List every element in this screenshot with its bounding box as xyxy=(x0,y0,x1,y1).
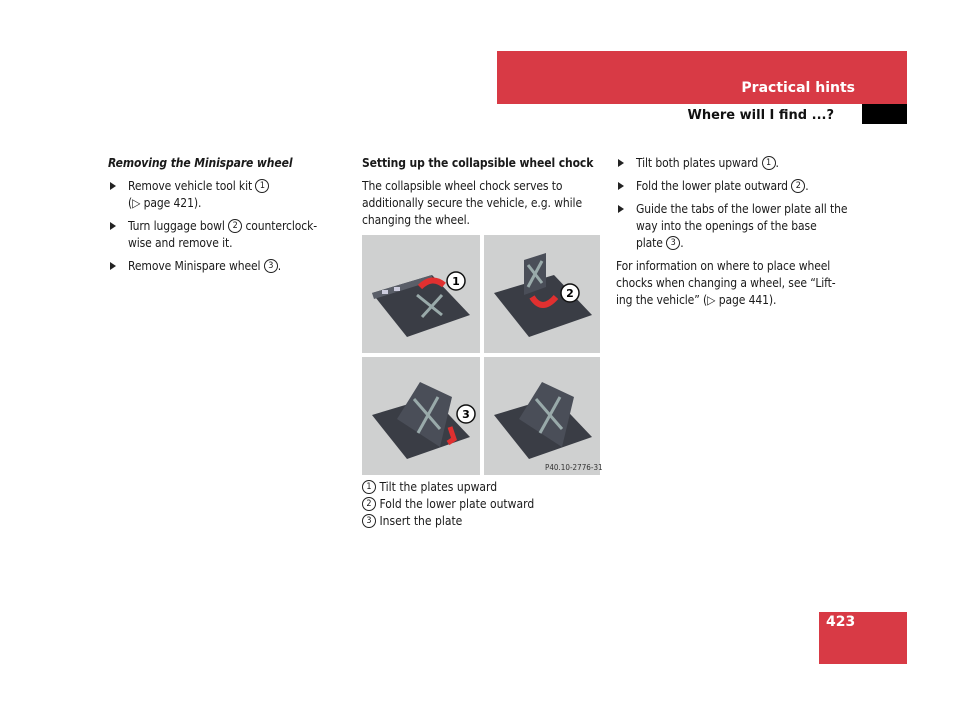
list-item xyxy=(108,218,338,252)
info-line: chocks when changing a wheel, see “Lift- xyxy=(616,276,836,290)
svg-text:1: 1 xyxy=(452,275,460,288)
body-paragraph xyxy=(362,178,602,229)
column-1 xyxy=(108,155,338,275)
figure-code: P40.10-2776-31 xyxy=(545,463,603,472)
legend-item xyxy=(362,496,534,513)
callout-number: 2 xyxy=(362,497,376,511)
bullet-text: . xyxy=(805,179,809,193)
bullet-text: counterclock- xyxy=(242,219,318,233)
legend-text: Tilt the plates upward xyxy=(379,480,498,494)
bullet-text: plate xyxy=(636,236,667,250)
header-red-bar xyxy=(497,51,907,104)
section-title: Practical hints xyxy=(741,80,855,96)
legend-item xyxy=(362,479,534,496)
figure-step-3 xyxy=(362,357,480,475)
page-reference: ing the vehicle” (▷ page 441). xyxy=(616,293,777,307)
page-reference: (▷ page 421). xyxy=(128,196,202,210)
figure-legend xyxy=(362,479,534,530)
legend-text: Insert the plate xyxy=(379,514,463,528)
heading-removing-minispare: Removing the Minispare wheel xyxy=(108,156,293,170)
list-item xyxy=(616,178,861,195)
callout-number: 1 xyxy=(255,179,269,193)
list-item xyxy=(108,258,338,275)
callout-number: 1 xyxy=(362,480,376,494)
svg-text:3: 3 xyxy=(462,408,470,421)
svg-text:2: 2 xyxy=(566,287,574,300)
bullet-text: . xyxy=(680,236,684,250)
bullet-text: Tilt both plates upward xyxy=(636,156,762,170)
callout-number: 1 xyxy=(762,156,776,170)
list-item xyxy=(108,178,338,212)
legend-item xyxy=(362,513,534,530)
figure-step-2 xyxy=(484,235,600,353)
info-paragraph xyxy=(616,258,861,309)
list-item xyxy=(616,155,861,172)
figure-step-4 xyxy=(484,357,600,475)
page-number: 423 xyxy=(826,614,856,630)
bullet-text: Fold the lower plate outward xyxy=(636,179,792,193)
bullet-text: Remove Minispare wheel xyxy=(128,259,264,273)
bullet-text: . xyxy=(277,259,282,273)
bullet-text: Turn luggage bowl xyxy=(128,219,229,233)
callout-number: 2 xyxy=(791,179,805,193)
figure-step-1 xyxy=(362,235,480,353)
heading-wheel-chock: Setting up the collapsible wheel chock xyxy=(362,156,594,170)
callout-number: 3 xyxy=(264,259,278,273)
bullet-text: . xyxy=(775,156,779,170)
column-3 xyxy=(616,155,861,309)
subsection-title: Where will I find ...? xyxy=(687,108,834,123)
bullet-text: Remove vehicle tool kit xyxy=(128,179,256,193)
bullet-text: Guide the tabs of the lower plate all the xyxy=(636,202,848,216)
callout-number: 2 xyxy=(228,219,242,233)
body-line: additionally secure the vehicle, e.g. while xyxy=(362,196,582,210)
header-black-tab xyxy=(862,104,907,124)
legend-text: Fold the lower plate outward xyxy=(379,497,535,511)
column-2 xyxy=(362,155,602,229)
callout-number: 3 xyxy=(666,236,680,250)
info-line: For information on where to place wheel xyxy=(616,259,831,273)
body-line: The collapsible wheel chock serves to xyxy=(362,179,563,193)
bullet-text: way into the openings of the base xyxy=(636,219,817,233)
bullet-text: wise and remove it. xyxy=(128,236,233,250)
body-line: changing the wheel. xyxy=(362,213,470,227)
list-item xyxy=(616,201,861,252)
callout-number: 3 xyxy=(362,514,376,528)
